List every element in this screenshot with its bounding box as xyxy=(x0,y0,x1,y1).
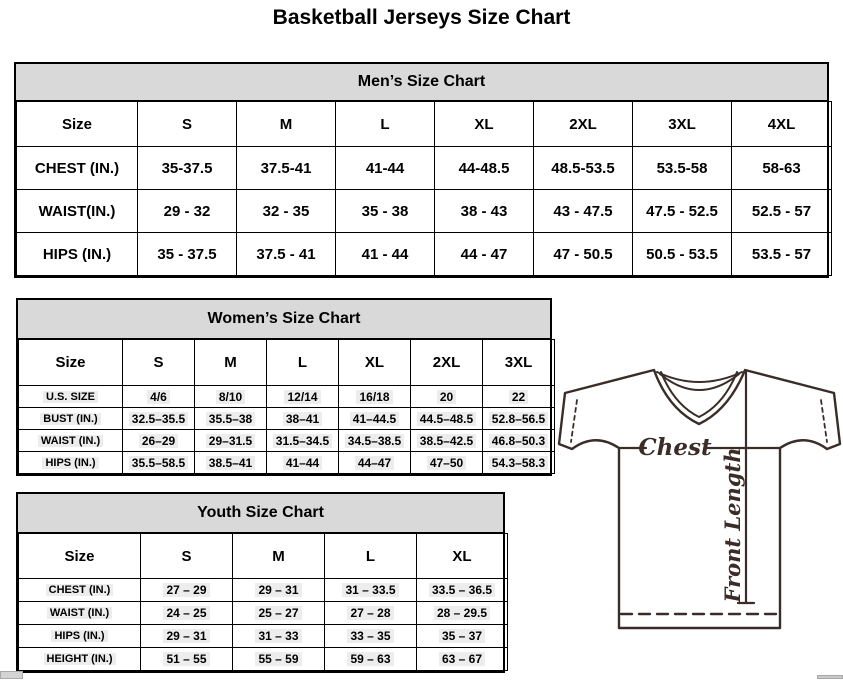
mens_chart-value-cell: 38 - 43 xyxy=(435,190,534,233)
womens_chart-value-cell: 38.5–41 xyxy=(195,452,267,474)
mens_chart-value-cell: 52.5 - 57 xyxy=(732,190,832,233)
youth_chart-value-cell: 25 – 27 xyxy=(233,602,325,625)
mens_chart-column-header: S xyxy=(138,102,237,147)
youth_chart-value-cell: 24 – 25 xyxy=(141,602,233,625)
womens_chart-value-cell: 4/6 xyxy=(123,386,195,408)
mens-size-chart xyxy=(14,62,829,278)
mens_chart-value-cell: 41-44 xyxy=(336,147,435,190)
womens_chart-value-cell: 41–44 xyxy=(267,452,339,474)
mens_chart-column-header: 2XL xyxy=(534,102,633,147)
mens_chart-value-cell: 32 - 35 xyxy=(237,190,336,233)
womens_chart-value-cell: 44.5–48.5 xyxy=(411,408,483,430)
youth_chart-row-label: HIPS (IN.) xyxy=(19,625,141,648)
womens_chart-value-cell: 29–31.5 xyxy=(195,430,267,452)
youth_chart-value-cell: 29 – 31 xyxy=(233,579,325,602)
mens-chart-header: Men’s Size Chart xyxy=(16,64,827,101)
womens_chart-value-cell: 16/18 xyxy=(339,386,411,408)
womens_chart-row xyxy=(19,408,555,430)
womens_chart-value-cell: 32.5–35.5 xyxy=(123,408,195,430)
womens_chart-value-cell: 26–29 xyxy=(123,430,195,452)
mens_chart-row xyxy=(17,147,832,190)
womens_chart-value-cell: 52.8–56.5 xyxy=(483,408,555,430)
youth_chart-value-cell: 33.5 – 36.5 xyxy=(417,579,508,602)
mens_chart-column-header: L xyxy=(336,102,435,147)
womens_chart-value-cell: 38–41 xyxy=(267,408,339,430)
youth_chart-value-cell: 31 – 33.5 xyxy=(325,579,417,602)
youth_chart-row-label: CHEST (IN.) xyxy=(19,579,141,602)
womens_chart-value-cell: 31.5–34.5 xyxy=(267,430,339,452)
mens_chart-value-cell: 53.5 - 57 xyxy=(732,233,832,276)
youth-size-chart xyxy=(16,492,505,673)
jersey-outline xyxy=(559,370,840,628)
mens_chart-row-label: WAIST(IN.) xyxy=(17,190,138,233)
youth_chart-column-header: Size xyxy=(19,534,141,579)
youth_chart-row xyxy=(19,625,508,648)
youth_chart-value-cell: 28 – 29.5 xyxy=(417,602,508,625)
womens_chart-value-cell: 41–44.5 xyxy=(339,408,411,430)
womens_chart-column-header: M xyxy=(195,340,267,386)
youth_chart-value-cell: 59 – 63 xyxy=(325,648,417,671)
womens_chart-value-cell: 20 xyxy=(411,386,483,408)
mens_chart-row xyxy=(17,233,832,276)
youth_chart-column-header: S xyxy=(141,534,233,579)
womens-chart-header: Women’s Size Chart xyxy=(18,300,550,339)
mens_chart-value-cell: 50.5 - 53.5 xyxy=(633,233,732,276)
womens_chart-row-label: HIPS (IN.) xyxy=(19,452,123,474)
youth_chart-row xyxy=(19,579,508,602)
mens_chart-value-cell: 44-48.5 xyxy=(435,147,534,190)
womens_chart-value-cell: 35.5–58.5 xyxy=(123,452,195,474)
mens_chart-value-cell: 35-37.5 xyxy=(138,147,237,190)
womens_chart-column-header: Size xyxy=(19,340,123,386)
front-length-label: Front Length xyxy=(720,447,745,603)
mens_chart-value-cell: 35 - 37.5 xyxy=(138,233,237,276)
mens_chart-row-label: CHEST (IN.) xyxy=(17,147,138,190)
mens_chart-value-cell: 58-63 xyxy=(732,147,832,190)
womens_chart-row xyxy=(19,386,555,408)
womens_chart-column-header: S xyxy=(123,340,195,386)
womens_chart-value-cell: 46.8–50.3 xyxy=(483,430,555,452)
youth_chart-value-cell: 31 – 33 xyxy=(233,625,325,648)
youth_chart-value-cell: 35 – 37 xyxy=(417,625,508,648)
womens_chart-column-header: 2XL xyxy=(411,340,483,386)
womens_chart-header-row xyxy=(19,340,555,386)
womens_chart-row xyxy=(19,430,555,452)
youth_chart-value-cell: 29 – 31 xyxy=(141,625,233,648)
womens_chart-value-cell: 38.5–42.5 xyxy=(411,430,483,452)
youth_chart-value-cell: 63 – 67 xyxy=(417,648,508,671)
womens_chart-value-cell: 34.5–38.5 xyxy=(339,430,411,452)
womens_chart-column-header: XL xyxy=(339,340,411,386)
mens_chart-column-header: M xyxy=(237,102,336,147)
mens_chart-row-label: HIPS (IN.) xyxy=(17,233,138,276)
mens_chart-value-cell: 53.5-58 xyxy=(633,147,732,190)
youth-chart-header: Youth Size Chart xyxy=(18,494,503,533)
youth_chart-header-row xyxy=(19,534,508,579)
mens_chart-row xyxy=(17,190,832,233)
womens_chart-row-label: U.S. SIZE xyxy=(19,386,123,408)
womens_chart-value-cell: 35.5–38 xyxy=(195,408,267,430)
mens_chart-value-cell: 47.5 - 52.5 xyxy=(633,190,732,233)
youth_chart-column-header: XL xyxy=(417,534,508,579)
youth_chart-value-cell: 27 – 29 xyxy=(141,579,233,602)
womens_chart-value-cell: 47–50 xyxy=(411,452,483,474)
mens_chart-value-cell: 48.5-53.5 xyxy=(534,147,633,190)
mens_chart-column-header: Size xyxy=(17,102,138,147)
jersey-diagram xyxy=(555,360,843,680)
mens_chart-column-header: 4XL xyxy=(732,102,832,147)
womens_chart-row-label: WAIST (IN.) xyxy=(19,430,123,452)
mens_chart-value-cell: 29 - 32 xyxy=(138,190,237,233)
mens_chart-value-cell: 37.5-41 xyxy=(237,147,336,190)
youth-chart-table xyxy=(18,533,508,671)
womens_chart-value-cell: 22 xyxy=(483,386,555,408)
womens_chart-row-label: BUST (IN.) xyxy=(19,408,123,430)
youth_chart-row-label: HEIGHT (IN.) xyxy=(19,648,141,671)
womens_chart-column-header: L xyxy=(267,340,339,386)
youth_chart-value-cell: 27 – 28 xyxy=(325,602,417,625)
youth_chart-value-cell: 33 – 35 xyxy=(325,625,417,648)
womens_chart-value-cell: 54.3–58.3 xyxy=(483,452,555,474)
mens_chart-value-cell: 41 - 44 xyxy=(336,233,435,276)
mens-chart-table xyxy=(16,101,832,276)
womens_chart-value-cell: 12/14 xyxy=(267,386,339,408)
mens_chart-value-cell: 47 - 50.5 xyxy=(534,233,633,276)
womens_chart-value-cell: 44–47 xyxy=(339,452,411,474)
mens_chart-value-cell: 35 - 38 xyxy=(336,190,435,233)
mens_chart-header-row xyxy=(17,102,832,147)
mens_chart-column-header: 3XL xyxy=(633,102,732,147)
womens_chart-row xyxy=(19,452,555,474)
youth_chart-row-label: WAIST (IN.) xyxy=(19,602,141,625)
youth_chart-column-header: M xyxy=(233,534,325,579)
youth_chart-column-header: L xyxy=(325,534,417,579)
mens_chart-value-cell: 37.5 - 41 xyxy=(237,233,336,276)
womens-size-chart xyxy=(16,298,552,476)
chest-label: Chest xyxy=(638,434,712,461)
womens_chart-value-cell: 8/10 xyxy=(195,386,267,408)
mens_chart-value-cell: 44 - 47 xyxy=(435,233,534,276)
page-title: Basketball Jerseys Size Chart xyxy=(272,6,571,29)
youth_chart-value-cell: 55 – 59 xyxy=(233,648,325,671)
womens_chart-column-header: 3XL xyxy=(483,340,555,386)
mens_chart-value-cell: 43 - 47.5 xyxy=(534,190,633,233)
horizontal-scrollbar-fragment-right[interactable] xyxy=(817,675,843,679)
mens_chart-column-header: XL xyxy=(435,102,534,147)
youth_chart-row xyxy=(19,602,508,625)
womens-chart-table xyxy=(18,339,555,474)
horizontal-scrollbar-fragment-left[interactable] xyxy=(0,671,23,679)
youth_chart-row xyxy=(19,648,508,671)
youth_chart-value-cell: 51 – 55 xyxy=(141,648,233,671)
